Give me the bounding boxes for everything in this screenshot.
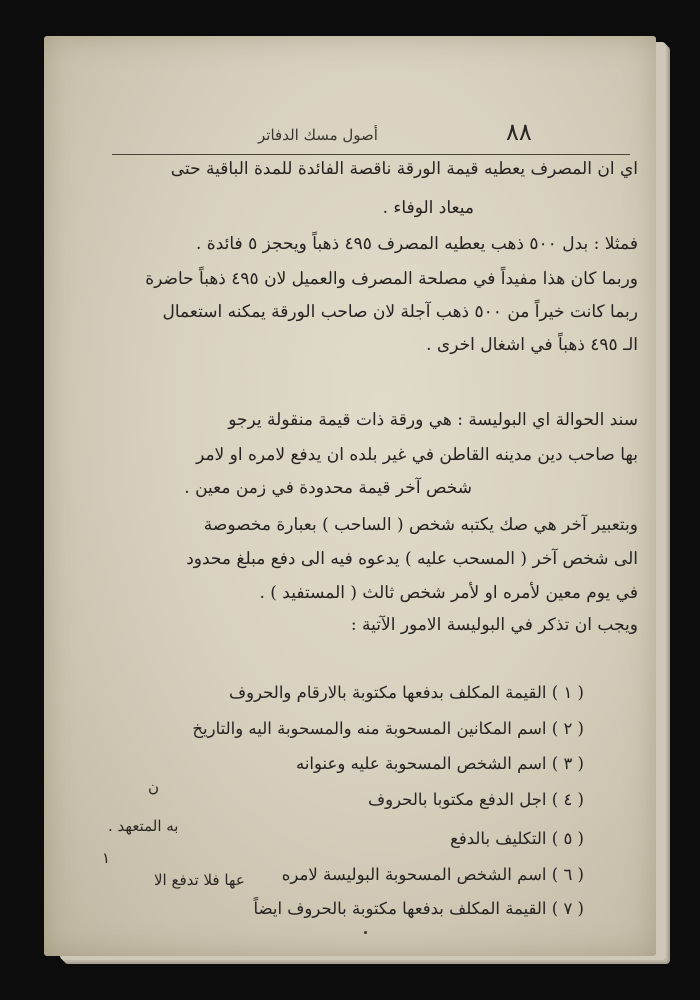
text-line: وبتعبير آخر هي صك يكتبه شخص ( الساحب ) بعبارة مخصوصة bbox=[203, 515, 638, 535]
text-line: ميعاد الوفاء . bbox=[382, 198, 474, 218]
text-line: في يوم معين لأمره او لأمر شخص ثالث ( المستفيد ) . bbox=[259, 583, 638, 603]
document-page bbox=[44, 36, 656, 956]
list-item: ( ٣ ) اسم الشخص المسحوبة عليه وعنوانه bbox=[295, 754, 584, 773]
text-line: الى شخص آخر ( المسحب عليه ) يدعوه فيه الى دفع مبلغ محدود bbox=[186, 549, 638, 569]
running-title: أصول مسك الدفاتر bbox=[258, 126, 378, 144]
list-item: ( ١ ) القيمة المكلف بدفعها مكتوبة بالارقام والحروف bbox=[228, 683, 584, 702]
text-line: اي ان المصرف يعطيه قيمة الورقة ناقصة الفائدة للمدة الباقية حتى bbox=[170, 159, 638, 179]
text-line: بها صاحب دين مدينه القاطن في غير بلده ان يدفع لامره او لامر bbox=[196, 445, 638, 465]
page-number: ٨٨ bbox=[506, 118, 532, 146]
margin-note: به المتعهد . bbox=[108, 817, 179, 835]
text-line: وربما كان هذا مفيداً في مصلحة المصرف والعميل لان ٤٩٥ ذهباً حاضرة bbox=[145, 269, 638, 289]
list-item: ( ٤ ) اجل الدفع مكتوبا بالحروف bbox=[368, 790, 584, 809]
list-item: ( ٢ ) اسم المكانين المسحوبة منه والمسحوبة اليه والتاريخ bbox=[192, 719, 584, 738]
ink-spot bbox=[364, 931, 367, 934]
margin-note: عها فلا تدفع الا bbox=[154, 871, 245, 889]
margin-note: ن bbox=[148, 778, 160, 796]
text-line: الـ ٤٩٥ ذهباً في اشغال اخرى . bbox=[426, 335, 638, 355]
text-line: ربما كانت خيراً من ٥٠٠ ذهب آجلة لان صاحب الورقة يمكنه استعمال bbox=[162, 302, 638, 322]
list-item: ( ٥ ) التكليف بالدفع bbox=[450, 829, 584, 848]
margin-note: ١ bbox=[102, 849, 111, 867]
header-rule bbox=[112, 154, 630, 155]
text-line: فمثلا : بدل ٥٠٠ ذهب يعطيه المصرف ٤٩٥ ذهباً ويحجز ٥ فائدة . bbox=[195, 234, 638, 254]
text-line: ويجب ان تذكر في البوليسة الامور الآتية : bbox=[350, 615, 638, 635]
text-line: سند الحوالة اي البوليسة : هي ورقة ذات قيمة منقولة يرجو bbox=[228, 410, 638, 430]
list-item: ( ٧ ) القيمة المكلف بدفعها مكتوبة بالحروف ايضاً bbox=[253, 899, 584, 918]
text-line: شخص آخر قيمة محدودة في زمن معين . bbox=[184, 478, 472, 498]
list-item: ( ٦ ) اسم الشخص المسحوبة البوليسة لامره bbox=[281, 865, 584, 884]
